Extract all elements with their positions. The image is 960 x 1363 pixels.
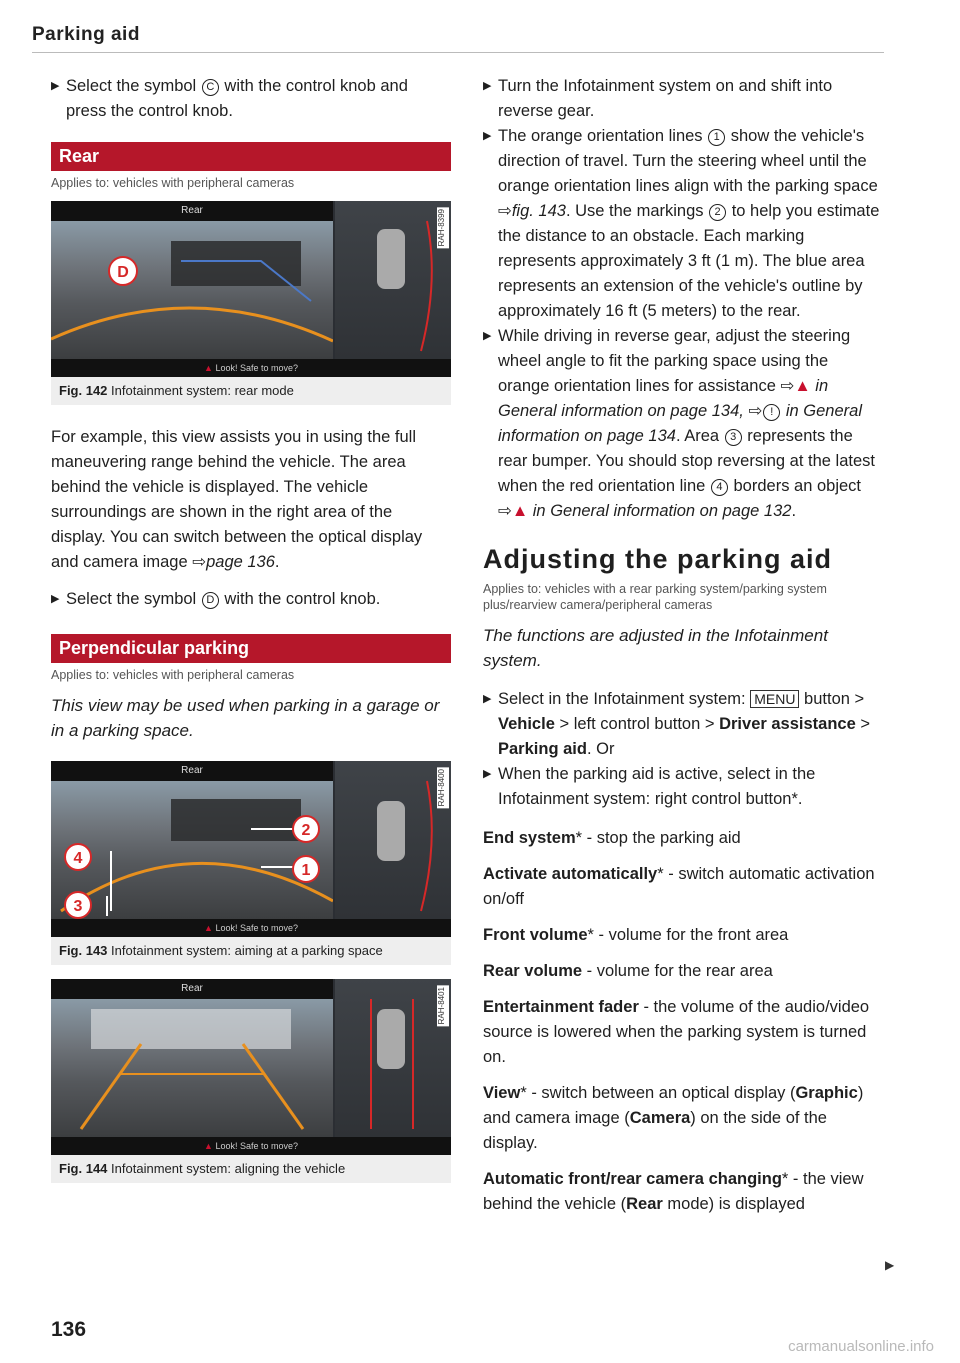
rear-camera-screenshot — [51, 201, 451, 377]
screen-warning: ▲ Look! Safe to move? — [51, 919, 451, 937]
arrow-ref-icon: ⇨ — [748, 402, 763, 420]
surround-view-panel — [335, 201, 451, 359]
applies-rear: Applies to: vehicles with peripheral cameras — [51, 176, 295, 190]
def-front-volume: Front volume* - volume for the front area — [483, 926, 789, 944]
callout-2: 2 — [301, 822, 311, 839]
applies-perpendicular: Applies to: vehicles with peripheral cameras — [51, 668, 295, 682]
step-arrow-icon: ▶ — [51, 593, 60, 605]
callout-3: 3 — [73, 898, 83, 915]
callout-4: 4 — [711, 479, 728, 496]
warning-icon: ▲ — [794, 377, 811, 395]
warning-icon: ▲ — [204, 923, 213, 933]
step-menu-path: ▶ Select in the Infotainment system: MENU button > Vehicle > left control button > Driver assistance > Parking aid. Or — [483, 687, 883, 762]
parking-space-screenshot — [51, 761, 451, 937]
figure-caption: Fig. 142 Infotainment system: rear mode — [59, 383, 294, 398]
surround-view-panel — [335, 761, 451, 919]
adjusting-intro: The functions are adjusted in the Infotainment system. — [483, 626, 828, 670]
screen-warning: ▲ Look! Safe to move? — [51, 1137, 451, 1155]
header-divider — [32, 52, 884, 53]
def-activate-automatically: Activate automatically* - switch automatic activation on/off — [483, 865, 875, 908]
def-end-system: End system* - stop the parking aid — [483, 829, 741, 847]
note-icon: ! — [763, 404, 780, 421]
screen-title: Rear — [51, 979, 333, 999]
paragraph-rear-mode: For example, this view assists you in using the full maneuvering range behind the vehicle. The area behind the vehicle is displayed. The vehicle surroundings are shown in the right area of the display. You can switch between the optical display and camera image ⇨page 136. — [51, 428, 423, 571]
step-orientation-lines: ▶ The orange orientation lines 1 show the vehicle's direction of travel. Turn the steering wheel until the orange orientation lines align with the parking space ⇨fig. 143. Use the markings 2 to help you estimate the distance to an obstacle. Each marking represents approximately 3 ft (1 m). The blue area represents an extension of the vehicle's outline by approximately 16 ft (5 meters) to the rear. — [483, 124, 883, 324]
step-select-symbol-d: ▶ Select the symbol D with the control knob. — [51, 587, 451, 612]
screen-warning: ▲ Look! Safe to move? — [51, 359, 451, 377]
step-reverse-gear: ▶ Turn the Infotainment system on and shift into reverse gear. — [483, 74, 883, 124]
warning-icon: ▲ — [204, 1141, 213, 1151]
step-arrow-icon: ▶ — [483, 768, 492, 780]
figure-code: RAH-8399 — [437, 207, 449, 248]
camera-guides — [51, 221, 333, 359]
step-arrow-icon: ▶ — [483, 80, 492, 92]
step-arrow-icon: ▶ — [51, 80, 60, 92]
camera-image — [51, 221, 333, 359]
section-heading-perpendicular: Perpendicular parking — [51, 634, 451, 663]
def-entertainment-fader: Entertainment fader - the volume of the audio/video source is lowered when the parking system is turned on. — [483, 998, 870, 1066]
right-column — [483, 74, 883, 1228]
arrow-ref-icon: ⇨ — [780, 377, 795, 395]
figure-caption: Fig. 143 Infotainment system: aiming at a parking space — [59, 943, 383, 958]
section-heading-rear: Rear — [51, 142, 451, 171]
callout-1: 1 — [301, 862, 311, 879]
camera-image — [51, 999, 333, 1137]
site-watermark: carmanualsonline.info — [788, 1338, 934, 1355]
page-header-title: Parking aid — [32, 24, 140, 45]
def-automatic-camera: Automatic front/rear camera changing* - the view behind the vehicle (Rear mode) is displayed — [483, 1170, 864, 1213]
screen-title: Rear — [51, 201, 333, 221]
callout-2: 2 — [709, 204, 726, 221]
page-number: 136 — [51, 1318, 87, 1341]
step-select-symbol-c: ▶ Select the symbol C with the control knob and press the control knob. — [51, 74, 451, 124]
step-arrow-icon: ▶ — [483, 130, 492, 142]
step-right-control: ▶ When the parking aid is active, select in the Infotainment system: right control button*. — [483, 762, 883, 812]
figure-144 — [51, 979, 451, 1183]
arrow-ref-icon: ⇨ — [498, 502, 512, 520]
callout-3: 3 — [725, 429, 742, 446]
warning-reference[interactable]: in General information on page 132 — [532, 502, 792, 520]
symbol-c-callout: C — [202, 79, 219, 96]
warning-icon: ▲ — [511, 502, 529, 520]
warning-icon: ▲ — [204, 363, 213, 373]
perpendicular-intro: This view may be used when parking in a garage or in a parking space. — [51, 696, 440, 740]
callout-4: 4 — [73, 850, 83, 867]
figure-caption: Fig. 144 Infotainment system: aligning the vehicle — [59, 1161, 346, 1176]
camera-image — [51, 781, 333, 919]
def-view: View* - switch between an optical display (Graphic) and camera image (Camera) on the side of the display. — [483, 1084, 864, 1152]
figure-code: RAH-8401 — [437, 985, 449, 1026]
warning-reference[interactable]: in General information on page 134, — [498, 377, 829, 420]
callout-d: D — [117, 264, 129, 281]
callout-1: 1 — [708, 129, 725, 146]
aligning-screenshot — [51, 979, 451, 1155]
figure-reference[interactable]: fig. 143 — [511, 202, 566, 220]
surround-view-panel — [335, 979, 451, 1137]
step-arrow-icon: ▶ — [483, 330, 492, 342]
screen-title: Rear — [51, 761, 333, 781]
figure-143 — [51, 761, 451, 965]
section-heading-adjusting: Adjusting the parking aid — [483, 544, 833, 574]
figure-142 — [51, 201, 451, 405]
symbol-d-callout: D — [202, 592, 219, 609]
left-column — [51, 74, 451, 1183]
applies-adjusting: Applies to: vehicles with a rear parking system/parking system plus/rearview camera/peripheral cameras — [483, 582, 827, 612]
arrow-ref-icon: ⇨ — [498, 202, 512, 220]
step-arrow-icon: ▶ — [483, 693, 492, 705]
menu-button-key: MENU — [750, 690, 799, 708]
note-reference[interactable]: in General information on page 134 — [498, 402, 862, 445]
figure-code: RAH-8400 — [437, 767, 449, 808]
page-reference[interactable]: page 136 — [206, 553, 275, 571]
continue-arrow-icon: ▶ — [885, 1258, 895, 1272]
arrow-ref-icon: ⇨ — [192, 553, 207, 571]
def-rear-volume: Rear volume - volume for the rear area — [483, 962, 773, 980]
step-adjust-steering: ▶ While driving in reverse gear, adjust the steering wheel angle to fit the parking space using the orange orientation lines for assistance ⇨▲ in General information on page 134, ⇨ ! in General information on page 134. Area 3 represents the rear bumper. You should stop reversing at the latest when the red orientation line 4 borders an object ⇨▲ in General information on page 132. — [483, 324, 883, 524]
